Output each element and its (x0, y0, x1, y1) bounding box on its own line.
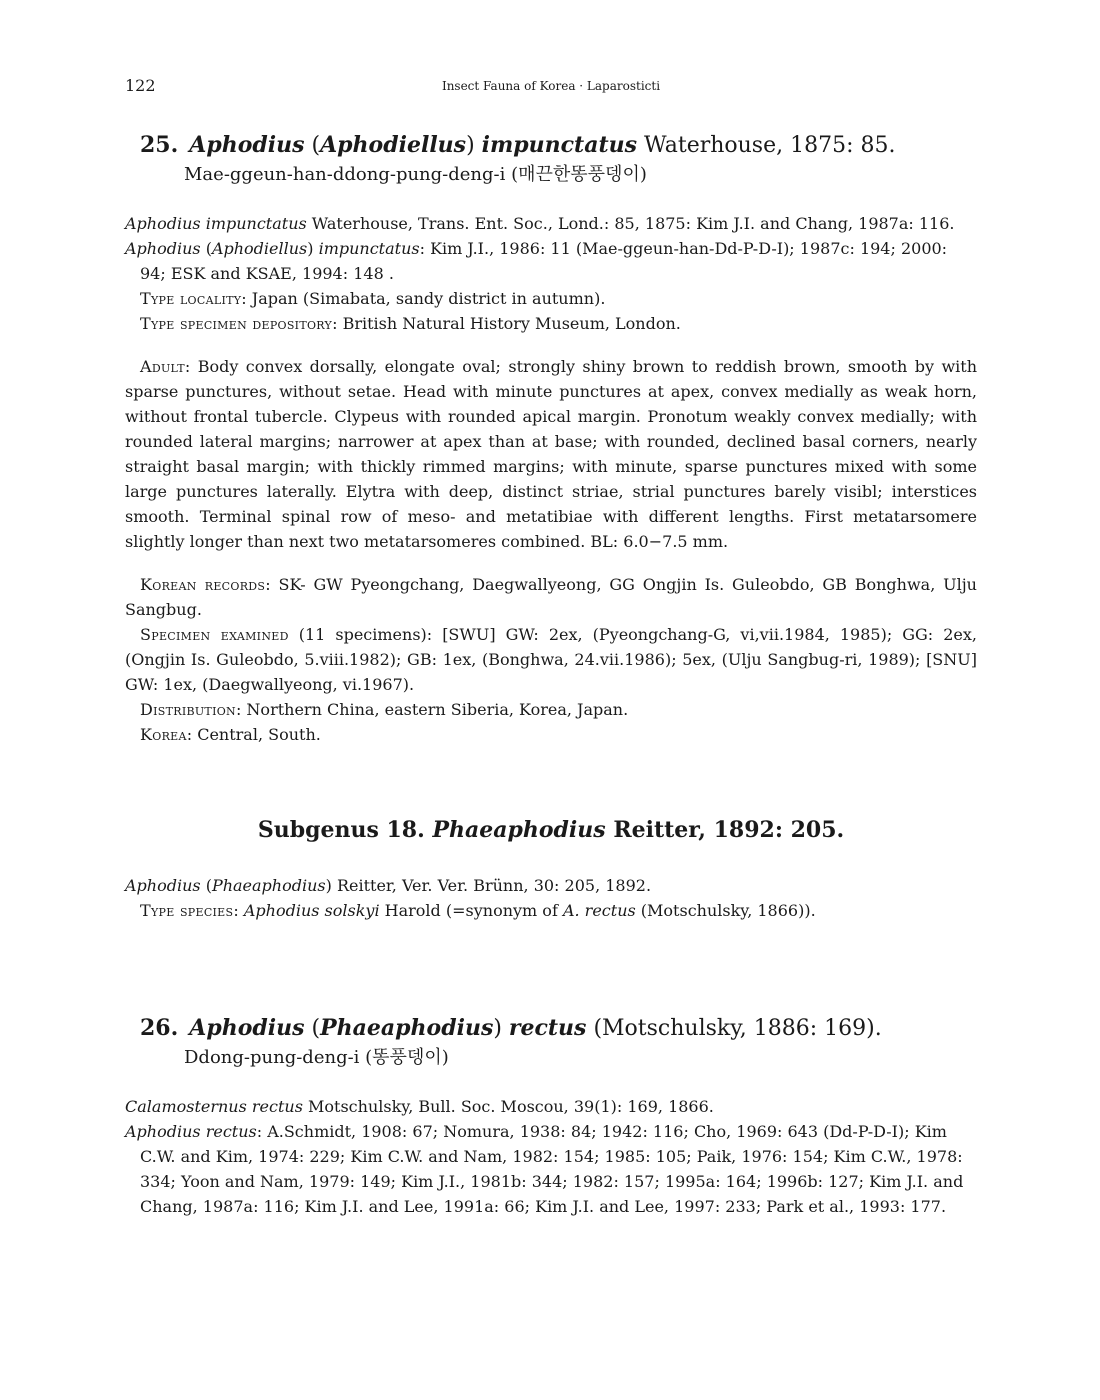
species-subgenus: Phaeaphodius (320, 1015, 494, 1041)
synonym-text: Waterhouse, Trans. Ent. Soc., Lond.: 85, 1875: Kim J.I. and Chang, 1987a: 116. (306, 214, 955, 233)
species-authority: Waterhouse, 1875: 85. (644, 133, 896, 158)
field-label: Type specimen depository (140, 314, 333, 333)
field-label: Type species (140, 901, 234, 920)
korea-distribution (125, 722, 977, 747)
synonym-name: Aphodius rectus (125, 1122, 257, 1141)
field-label: Type locality (140, 289, 242, 308)
synonym-text: Motschulsky, Bull. Soc. Moscou, 39(1): 169, 1866. (302, 1097, 714, 1116)
synonym-subgenus: Phaeaphodius (211, 876, 326, 895)
synonym-name: A. rectus (562, 901, 636, 920)
synonym-subgenus: Aphodiellus (211, 239, 308, 258)
subgenus-authority: Reitter, 1892: 205. (605, 817, 845, 843)
species-subgenus: Aphodiellus (320, 132, 467, 158)
species-26-heading: 26. Aphodius (Phaeaphodius) rectus (Motschulsky, 1886: 169). Ddong-pung-deng-i (똥풍뎅이) (125, 1013, 977, 1072)
species-epithet: rectus (508, 1015, 587, 1041)
species-number: 25. (140, 132, 179, 158)
type-depository (125, 311, 977, 336)
synonym-text: : Kim J.I., 1986: 11 (Mae-ggeun-han-Dd-P-D-I); 1987c: 194; 2000: 94; ESK and KSAE, 1994: 148 . (140, 239, 948, 283)
synonym-name: Aphodius impunctatus (125, 214, 307, 233)
synonym-entry (125, 1094, 977, 1119)
running-head (125, 72, 977, 100)
subgenus-synonym: Aphodius (Phaeaphodius) Reitter, Ver. Ver. Brünn, 30: 205, 1892. (125, 876, 652, 895)
type-locality (125, 286, 977, 311)
adult-description (125, 354, 977, 554)
species-authority: (Motschulsky, 1886: 169). (593, 1016, 882, 1041)
species-genus: Aphodius (189, 132, 305, 158)
field-value: (11 specimens): [SWU] GW: 2ex, (Pyeongchang-G, vi,vii.1984, 1985); GG: 2ex, (Ongjin Is. Guleobdo, 5.viii.1982); GB: 1ex, (Bonghwa, 24.vii.1986); 5ex, (Ulju Sangbug-ri, 1989); [SNU] GW: 1ex, (Daegwallyeong, vi.1967). (125, 625, 977, 694)
synonym-entry: Aphodius (Aphodiellus) impunctatus: Kim J.I., 1986: 11 (Mae-ggeun-han-Dd-P-D-I); 1987c: 194; 2000: 94; ESK and KSAE, 1994: 148 . (125, 239, 948, 283)
synonym-entry (125, 211, 977, 236)
synonym-entry (125, 1119, 977, 1219)
species-epithet: impunctatus (481, 132, 638, 158)
field-value: : Body convex dorsally, elongate oval; strongly shiny brown to reddish brown, smooth by with sparse punctures, without setae. Head with minute punctures at apex, convex medially as weak horn, without frontal tubercle. Clypeus with rounded apical margin. Pronotum weakly convex medially; with rounded lateral margins; narrower at apex than at base; with rounded, declined basal corners, nearly straight basal margin; with thickly rimmed margins; with minute, sparse punctures mixed with some large punctures laterally. Elytra with deep, distinct striae, strial punctures barely visibl; interstices smooth. Terminal spinal row of meso- and metatibiae with different lengths. First metatarsomere slightly longer than next two metatarsomeres combined. BL: 6.0−7.5 mm. (125, 357, 977, 551)
korean-records (125, 572, 977, 622)
specimen-examined (125, 622, 977, 697)
running-title: Insect Fauna of Korea · Laparosticti (441, 79, 661, 93)
species-number: 26. (140, 1015, 179, 1041)
subgenus-prefix: Subgenus 18. (257, 817, 433, 843)
korean-name: Mae-ggeun-han-ddong-pung-deng-i (매끈한똥풍뎅이) (184, 164, 647, 185)
type-species-name: Aphodius solskyi (243, 901, 380, 920)
page-number: 122 (125, 76, 156, 95)
field-value: : SK- GW Pyeongchang, Daegwallyeong, GG Ongjin Is. Guleobdo, GB Bonghwa, Ulju Sangbug. (125, 575, 977, 619)
subgenus-name: Phaeaphodius (432, 817, 606, 843)
field-value: : Northern China, eastern Siberia, Korea, Japan. (235, 700, 629, 719)
species-genus: Aphodius (189, 1015, 305, 1041)
field-value: (Motschulsky, 1866)). (635, 901, 816, 920)
type-species: Type species: Aphodius solskyi Harold (=synonym of A. rectus (Motschulsky, 1866)). (140, 901, 816, 920)
species-25-heading: 25. Aphodius (Aphodiellus) impunctatus Waterhouse, 1875: 85. Mae-ggeun-han-ddong-pung-deng-i (매끈한똥풍뎅이) (125, 130, 977, 189)
synonym-genus: Aphodius (125, 876, 201, 895)
synonym-text: Reitter, Ver. Ver. Brünn, 30: 205, 1892. (331, 876, 652, 895)
synonym-name: Calamosternus rectus (125, 1097, 303, 1116)
field-label: Specimen examined (140, 625, 289, 644)
field-label: Korea (140, 725, 187, 744)
field-value: Harold (=synonym of (379, 901, 563, 920)
field-value: : Central, South. (186, 725, 321, 744)
field-label: Adult (140, 357, 185, 376)
subgenus-heading (125, 817, 977, 843)
synonym-text: : A.Schmidt, 1908: 67; Nomura, 1938: 84; 1942: 116; Cho, 1969: 643 (Dd-P-D-I); Kim C.W. and Kim, 1974: 229; Kim C.W. and Nam, 1982: 154; 1985: 105; Paik, 1976: 154; Kim C.W., 1978: 334; Yoon and Nam, 1979: 149; Kim J.I., 1981b: 344; 1982: 157; 1995a: 164; 1996b: 127; Kim J.I. and Chang, 1987a: 116; Kim J.I. and Lee, 1991a: 66; Kim J.I. and Lee, 1997: 233; Park et al., 1993: 177. (140, 1122, 964, 1216)
korean-name: Ddong-pung-deng-i (똥풍뎅이) (184, 1047, 449, 1068)
synonym-genus: Aphodius (125, 239, 201, 258)
field-value: : British Natural History Museum, London. (332, 314, 681, 333)
page (125, 72, 977, 1219)
synonym-epithet: impunctatus (318, 239, 420, 258)
field-label: Korean records (140, 575, 266, 594)
field-value: : Japan (Simabata, sandy district in autumn). (241, 289, 606, 308)
distribution (125, 697, 977, 722)
field-label: Distribution (140, 700, 236, 719)
